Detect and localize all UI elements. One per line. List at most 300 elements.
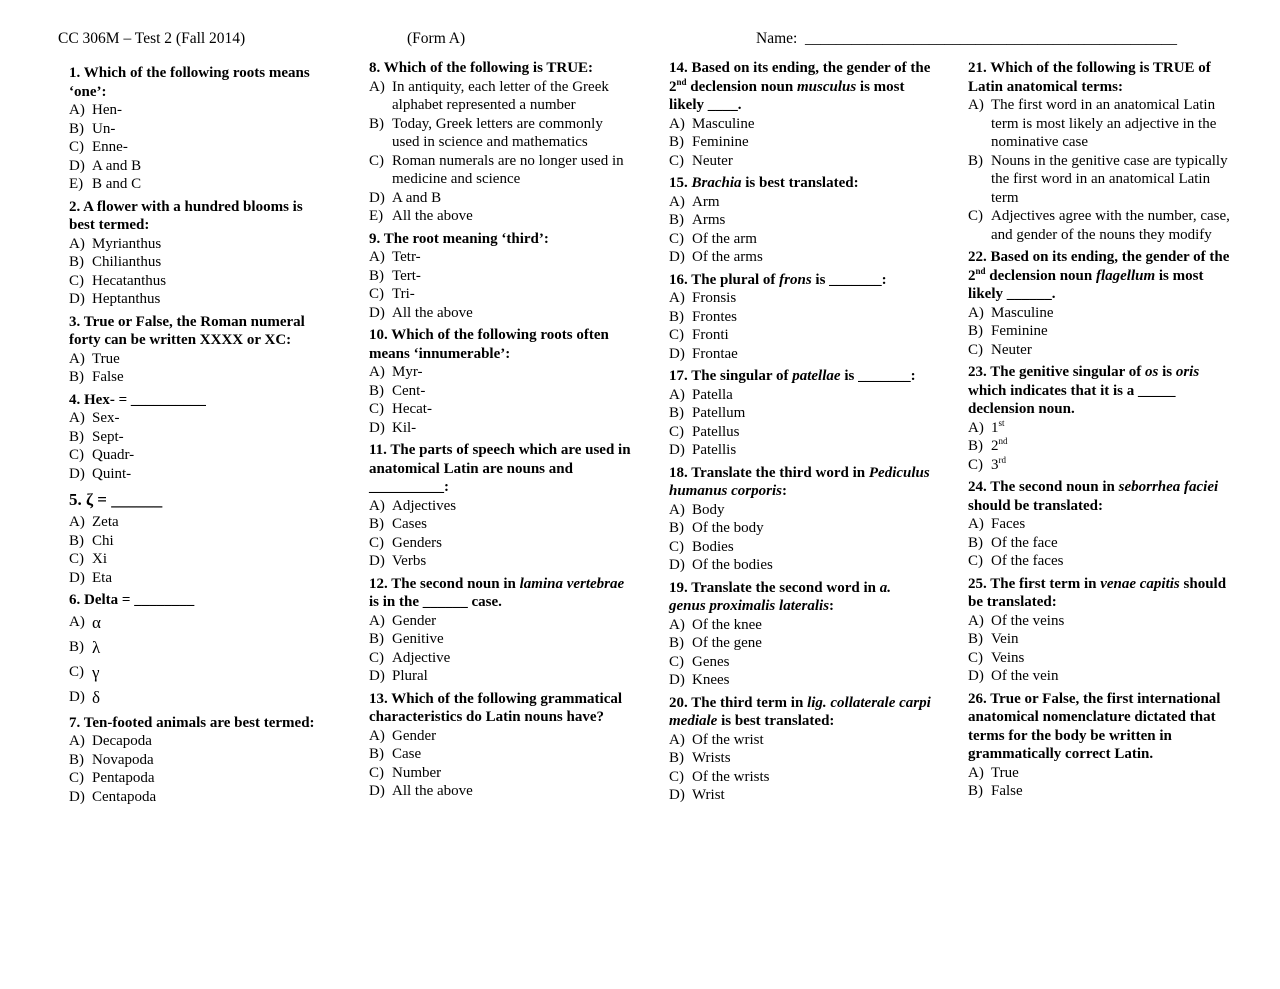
answer-option[interactable] — [369, 612, 631, 631]
option-letter: A) — [669, 731, 685, 748]
option-letter: C) — [669, 327, 684, 343]
option-text: All the above — [392, 208, 473, 224]
question-19 — [669, 579, 931, 690]
option-letter: D) — [369, 668, 385, 684]
question-17 — [669, 367, 931, 460]
option-text: Of the knee — [692, 616, 762, 633]
option-letter: B) — [369, 115, 384, 132]
option-letter: C) — [669, 538, 684, 555]
answer-option[interactable] — [69, 428, 331, 447]
option-letter: C) — [669, 768, 684, 785]
option-text: α — [92, 612, 101, 632]
question-2 — [69, 198, 331, 309]
option-text: Tri- — [392, 286, 415, 302]
option-text: 3rd — [991, 454, 1006, 473]
option-text: Un- — [92, 120, 116, 137]
option-text: Patellum — [692, 405, 746, 421]
option-text: Wrist — [692, 787, 725, 803]
answer-option[interactable] — [69, 235, 331, 254]
option-letter: A) — [669, 193, 685, 210]
question-3 — [69, 313, 331, 387]
question-16 — [669, 271, 931, 364]
option-letter: A) — [968, 612, 984, 629]
option-text: Fronti — [692, 327, 729, 343]
question-text: 19. Translate the second word in a. genus proximalis lateralis: — [669, 579, 891, 614]
option-letter: D) — [69, 569, 85, 586]
question-23 — [968, 363, 1230, 474]
option-letter: C) — [369, 152, 384, 169]
option-text: Case — [392, 746, 422, 762]
option-letter: C) — [369, 286, 384, 302]
course-title: CC 306M – Test 2 (Fall 2014) — [58, 30, 246, 47]
question-text: 15. Brachia is best translated: — [669, 175, 859, 191]
question-text: 10. Which of the following roots often means ‘innumerable’: — [369, 327, 609, 362]
question-column-3 — [669, 59, 931, 809]
answer-option[interactable] — [669, 786, 931, 805]
answer-option[interactable] — [69, 610, 331, 635]
answer-option[interactable] — [369, 497, 631, 516]
option-letter: C) — [69, 551, 84, 567]
option-text: Bodies — [692, 538, 734, 555]
answer-option[interactable] — [968, 630, 1230, 649]
answer-option[interactable] — [69, 635, 331, 660]
question-14 — [669, 59, 931, 170]
question-text: 4. Hex- = __________ — [69, 391, 206, 408]
answer-option[interactable] — [968, 782, 1230, 801]
question-text: 21. Which of the following is TRUE of Latin anatomical terms: — [968, 60, 1211, 95]
answer-option[interactable] — [369, 764, 631, 783]
answer-option[interactable] — [69, 532, 331, 551]
answer-option[interactable] — [968, 552, 1230, 571]
option-text: Gender — [392, 612, 437, 629]
option-text: Arm — [692, 193, 720, 210]
answer-option[interactable] — [69, 685, 331, 710]
answer-option[interactable] — [669, 749, 931, 768]
option-letter: C) — [69, 663, 84, 680]
answer-option[interactable] — [669, 133, 931, 152]
answer-option[interactable] — [369, 207, 631, 226]
option-text: False — [92, 369, 124, 385]
option-text: In antiquity, each letter of the Greek alphabet represented a number — [392, 78, 609, 113]
question-25 — [968, 575, 1230, 686]
option-text: A and B — [92, 157, 142, 174]
option-text: Xi — [92, 551, 107, 567]
option-text: Feminine — [692, 134, 749, 150]
option-text: Roman numerals are no longer used in medicine and science — [392, 152, 624, 187]
answer-option[interactable] — [968, 667, 1230, 686]
answer-option[interactable] — [669, 731, 931, 750]
option-letter: B) — [669, 308, 684, 325]
question-text: 7. Ten-footed animals are best termed: — [69, 714, 315, 731]
option-letter: B) — [69, 532, 84, 549]
option-letter: D) — [69, 688, 85, 705]
answer-option[interactable] — [669, 441, 931, 460]
option-text: False — [991, 783, 1023, 799]
option-letter: D) — [669, 672, 685, 688]
option-text: Feminine — [991, 323, 1048, 339]
name-line: ________________________________________________ — [805, 30, 1177, 47]
option-text: Masculine — [991, 304, 1054, 321]
answer-option[interactable] — [669, 768, 931, 787]
option-letter: A) — [669, 501, 685, 518]
option-text: Neuter — [991, 341, 1032, 358]
answer-option[interactable] — [369, 267, 631, 286]
question-text: 1. Which of the following roots means ‘one’: — [69, 65, 310, 100]
option-letter: D) — [69, 788, 85, 805]
option-text: Gender — [392, 727, 437, 744]
option-letter: B) — [669, 635, 684, 651]
answer-option[interactable] — [968, 152, 1230, 208]
option-letter: B) — [369, 746, 384, 762]
option-letter: A) — [669, 290, 685, 306]
answer-option[interactable] — [968, 534, 1230, 553]
option-text: Of the arms — [692, 249, 763, 265]
option-letter: A) — [69, 350, 85, 367]
answer-option[interactable] — [369, 152, 631, 189]
option-text: Hen- — [92, 102, 122, 118]
question-text: 18. Translate the third word in Pediculus humanus corporis: — [669, 464, 930, 499]
question-22 — [968, 248, 1230, 359]
option-text: Number — [392, 764, 442, 781]
answer-option[interactable] — [669, 423, 931, 442]
option-text: Chilianthus — [92, 254, 162, 270]
option-text: Of the gene — [692, 635, 762, 651]
option-text: Sept- — [92, 428, 124, 445]
option-letter: D) — [69, 465, 85, 482]
answer-option[interactable] — [669, 653, 931, 672]
question-text: 23. The genitive singular of os is oris which indicates that it is a _____ declension noun. — [968, 364, 1200, 417]
option-text: Faces — [991, 516, 1026, 532]
option-letter: A) — [669, 115, 685, 132]
option-text: Plural — [392, 668, 428, 684]
answer-option[interactable] — [669, 308, 931, 327]
option-letter: B) — [669, 134, 684, 150]
answer-option[interactable] — [69, 157, 331, 176]
answer-option[interactable] — [669, 230, 931, 249]
option-letter: B) — [968, 152, 983, 169]
answer-option[interactable] — [968, 341, 1230, 360]
question-text: 8. Which of the following is TRUE: — [369, 60, 594, 76]
answer-option[interactable] — [669, 538, 931, 557]
answer-option[interactable] — [968, 649, 1230, 668]
option-letter: B) — [669, 212, 684, 228]
question-text: 2. A flower with a hundred blooms is best termed: — [69, 198, 303, 233]
option-text: Cent- — [392, 382, 426, 399]
answer-option[interactable] — [669, 404, 931, 423]
answer-option[interactable] — [669, 289, 931, 308]
option-text: Of the faces — [991, 553, 1064, 569]
answer-option[interactable] — [669, 326, 931, 345]
answer-option[interactable] — [69, 569, 331, 588]
answer-option[interactable] — [669, 386, 931, 405]
answer-option[interactable] — [968, 515, 1230, 534]
option-letter: A) — [369, 612, 385, 629]
question-18 — [669, 464, 931, 575]
question-text: 17. The singular of patellae is _______: — [669, 368, 916, 384]
option-letter: B) — [369, 267, 384, 284]
option-text: Sex- — [92, 410, 120, 426]
option-letter: B) — [69, 638, 84, 655]
question-13 — [369, 690, 631, 801]
answer-option[interactable] — [669, 115, 931, 134]
option-letter: C) — [968, 208, 983, 224]
question-4 — [69, 391, 331, 484]
option-letter: B) — [669, 750, 684, 766]
answer-option[interactable] — [369, 745, 631, 764]
option-letter: A) — [369, 497, 385, 514]
question-text: 5. ζ = ______ — [69, 490, 163, 509]
answer-option[interactable] — [369, 400, 631, 419]
option-text: Adjectives agree with the number, case, and gender of the nouns they modify — [991, 208, 1230, 243]
option-text: 1st — [991, 417, 1005, 436]
answer-option[interactable] — [968, 207, 1230, 244]
answer-option[interactable] — [669, 248, 931, 267]
option-text: λ — [92, 637, 101, 657]
option-letter: C) — [669, 653, 684, 670]
option-letter: D) — [369, 553, 385, 569]
answer-option[interactable] — [669, 193, 931, 212]
option-letter: A) — [968, 419, 984, 436]
answer-option[interactable] — [369, 649, 631, 668]
option-letter: C) — [669, 152, 684, 169]
answer-option[interactable] — [369, 304, 631, 323]
answer-option[interactable] — [968, 764, 1230, 783]
option-text: Enne- — [92, 139, 128, 155]
option-text: Novapoda — [92, 751, 154, 768]
option-letter: A) — [968, 97, 984, 113]
option-letter: B) — [968, 631, 983, 647]
answer-option[interactable] — [369, 782, 631, 801]
option-letter: A) — [968, 516, 984, 532]
answer-option[interactable] — [968, 437, 1230, 456]
option-letter: C) — [69, 447, 84, 463]
option-letter: B) — [669, 520, 684, 536]
option-letter: B) — [69, 369, 84, 385]
form-label: (Form A) — [407, 30, 466, 47]
option-text: Patellus — [692, 423, 740, 440]
option-letter: D) — [369, 189, 385, 206]
answer-option[interactable] — [968, 96, 1230, 152]
question-column-4 — [968, 59, 1230, 805]
question-21 — [968, 59, 1230, 244]
answer-option[interactable] — [968, 612, 1230, 631]
option-letter: B) — [669, 405, 684, 421]
question-text: 3. True or False, the Roman numeral forty can be written XXXX or XC: — [69, 313, 305, 348]
question-text: 11. The parts of speech which are used in anatomical Latin are nouns and __________: — [369, 442, 631, 495]
option-letter: D) — [69, 291, 85, 307]
answer-option[interactable] — [69, 120, 331, 139]
question-text: 6. Delta = ________ — [69, 592, 195, 608]
option-letter: D) — [669, 249, 685, 265]
question-11 — [369, 441, 631, 571]
question-text: 24. The second noun in seborrhea faciei should be translated: — [968, 479, 1219, 514]
question-text: 16. The plural of frons is _______: — [669, 271, 887, 288]
option-text: Masculine — [692, 115, 755, 132]
option-letter: B) — [968, 438, 983, 454]
option-letter: C) — [968, 341, 983, 358]
answer-option[interactable] — [369, 285, 631, 304]
option-text: Of the wrist — [692, 731, 764, 748]
answer-option[interactable] — [69, 409, 331, 428]
answer-option[interactable] — [69, 769, 331, 788]
option-letter: E) — [69, 176, 84, 192]
option-text: Genes — [692, 653, 730, 670]
question-column-1 — [69, 64, 331, 810]
option-text: Genders — [392, 534, 442, 551]
answer-option[interactable] — [968, 322, 1230, 341]
question-7 — [69, 714, 331, 807]
answer-option[interactable] — [968, 456, 1230, 475]
option-text: Frontes — [692, 308, 737, 325]
question-9 — [369, 230, 631, 323]
option-letter: D) — [968, 668, 984, 684]
answer-option[interactable] — [69, 660, 331, 685]
option-letter: C) — [968, 553, 983, 569]
option-text: Fronsis — [692, 290, 737, 306]
option-letter: D) — [669, 787, 685, 803]
answer-option[interactable] — [669, 634, 931, 653]
answer-option[interactable] — [69, 272, 331, 291]
option-text: All the above — [392, 783, 473, 799]
answer-option[interactable] — [669, 501, 931, 520]
answer-option[interactable] — [69, 513, 331, 532]
answer-option[interactable] — [69, 290, 331, 309]
option-text: Frontae — [692, 345, 738, 362]
option-letter: A) — [69, 102, 85, 118]
answer-option[interactable] — [69, 446, 331, 465]
answer-option[interactable] — [69, 465, 331, 484]
answer-option[interactable] — [69, 138, 331, 157]
option-letter: B) — [968, 534, 983, 551]
question-5 — [69, 487, 331, 587]
answer-option[interactable] — [369, 630, 631, 649]
answer-option[interactable] — [369, 534, 631, 553]
option-text: Decapoda — [92, 733, 152, 749]
option-text: Kil- — [392, 419, 417, 436]
option-text: Today, Greek letters are commonly used in science and mathematics — [392, 115, 603, 150]
question-text: 25. The first term in venae capitis should be translated: — [968, 575, 1227, 610]
option-letter: B) — [69, 254, 84, 270]
option-text: Of the body — [692, 520, 764, 536]
option-letter: C) — [369, 401, 384, 417]
option-letter: B) — [69, 428, 84, 445]
question-8 — [369, 59, 631, 226]
option-letter: B) — [69, 120, 84, 137]
option-text: γ — [92, 662, 100, 682]
option-letter: D) — [369, 783, 385, 799]
answer-option[interactable] — [69, 751, 331, 770]
answer-option[interactable] — [369, 189, 631, 208]
answer-option[interactable] — [968, 419, 1230, 438]
option-text: Wrists — [692, 750, 731, 766]
answer-option[interactable] — [669, 211, 931, 230]
answer-option[interactable] — [369, 515, 631, 534]
answer-option[interactable] — [968, 304, 1230, 323]
option-letter: B) — [968, 323, 983, 339]
option-letter: A) — [968, 764, 984, 781]
option-letter: A) — [369, 249, 385, 265]
answer-option[interactable] — [69, 788, 331, 807]
option-text: Chi — [92, 532, 114, 549]
answer-option[interactable] — [69, 368, 331, 387]
option-letter: C) — [69, 272, 84, 289]
question-1 — [69, 64, 331, 194]
option-letter: B) — [968, 783, 983, 799]
option-letter: A) — [669, 386, 685, 403]
option-letter: C) — [69, 770, 84, 786]
answer-option[interactable] — [369, 727, 631, 746]
question-12 — [369, 575, 631, 686]
option-text: All the above — [392, 304, 473, 321]
answer-option[interactable] — [369, 419, 631, 438]
answer-option[interactable] — [369, 78, 631, 115]
option-letter: D) — [669, 345, 685, 362]
answer-option[interactable] — [69, 253, 331, 272]
option-letter: A) — [69, 733, 85, 749]
option-text: Of the arm — [692, 230, 757, 247]
answer-option[interactable] — [369, 382, 631, 401]
answer-option[interactable] — [669, 671, 931, 690]
question-24 — [968, 478, 1230, 571]
option-letter: A) — [369, 78, 385, 95]
answer-option[interactable] — [669, 616, 931, 635]
name-label: Name: — [756, 30, 798, 47]
option-letter: D) — [69, 157, 85, 174]
question-10 — [369, 326, 631, 437]
question-15 — [669, 174, 931, 267]
option-letter: A) — [369, 727, 385, 744]
question-text: 20. The third term in lig. collaterale carpi mediale is best translated: — [669, 694, 931, 729]
option-text: Myr- — [392, 364, 423, 380]
question-6 — [69, 591, 331, 710]
option-letter: E) — [369, 208, 384, 224]
option-text: Pentapoda — [92, 770, 155, 786]
option-letter: A) — [669, 616, 685, 633]
option-text: Adjectives — [392, 497, 457, 514]
answer-option[interactable] — [669, 345, 931, 364]
option-text: Veins — [991, 649, 1025, 666]
answer-option[interactable] — [69, 550, 331, 569]
option-text: True — [92, 350, 120, 367]
answer-option[interactable] — [369, 667, 631, 686]
answer-option[interactable] — [669, 152, 931, 171]
question-26 — [968, 690, 1230, 801]
answer-option[interactable] — [369, 115, 631, 152]
option-letter: D) — [669, 442, 685, 458]
answer-option[interactable] — [369, 248, 631, 267]
option-text: Zeta — [92, 514, 119, 530]
answer-option[interactable] — [369, 552, 631, 571]
option-text: Of the bodies — [692, 557, 773, 573]
question-text: 13. Which of the following grammatical characteristics do Latin nouns have? — [369, 690, 623, 725]
option-letter: A) — [369, 364, 385, 380]
answer-option[interactable] — [69, 101, 331, 120]
option-text: Eta — [92, 569, 112, 586]
option-letter: A) — [69, 235, 85, 252]
option-letter: A) — [69, 410, 85, 426]
question-text: 9. The root meaning ‘third’: — [369, 230, 549, 247]
answer-option[interactable] — [69, 732, 331, 751]
answer-option[interactable] — [69, 175, 331, 194]
answer-option[interactable] — [669, 519, 931, 538]
option-text: Neuter — [692, 152, 733, 169]
question-20 — [669, 694, 931, 805]
option-text: B and C — [92, 176, 142, 192]
answer-option[interactable] — [69, 350, 331, 369]
answer-option[interactable] — [669, 556, 931, 575]
option-text: Heptanthus — [92, 291, 161, 307]
answer-option[interactable] — [369, 363, 631, 382]
